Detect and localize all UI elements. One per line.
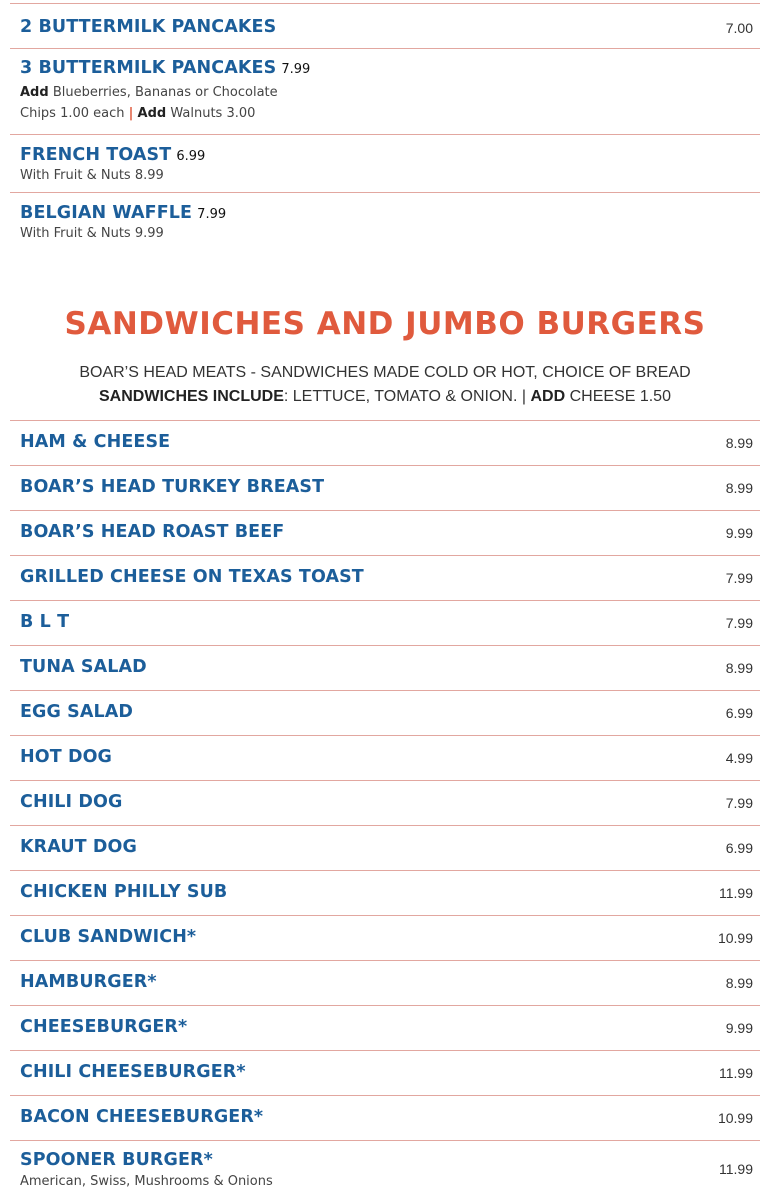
item-price: 9.99 xyxy=(725,1020,753,1036)
item-name: EGG SALAD xyxy=(20,702,134,722)
item-price: 7.99 xyxy=(725,570,753,586)
section-title: SANDWICHES AND JUMBO BURGERS xyxy=(64,306,706,342)
item-price: 11.99 xyxy=(719,885,753,901)
menu-item-row xyxy=(10,600,760,645)
item-description: With Fruit & Nuts 8.99 xyxy=(20,168,164,183)
item-price: 7.99 xyxy=(281,62,311,77)
menu-item-row xyxy=(10,1050,760,1095)
includes-text: : LETTUCE, TOMATO & ONION. | xyxy=(283,388,527,405)
item-name: CHEESEBURGER* xyxy=(20,1017,188,1037)
item-name: KRAUT DOG xyxy=(20,837,137,857)
item-price: 7.99 xyxy=(197,207,227,222)
menu-item-row xyxy=(10,465,760,510)
menu-item-row xyxy=(10,960,760,1005)
item-name: GRILLED CHEESE ON TEXAS TOAST xyxy=(20,567,364,587)
item-name: CHICKEN PHILLY SUB xyxy=(20,882,228,902)
add-options-text: Walnuts 3.00 xyxy=(170,106,256,121)
menu-item-row xyxy=(10,1005,760,1050)
separator: | xyxy=(128,106,134,121)
item-name: CHILI CHEESEBURGER* xyxy=(20,1062,246,1082)
add-label: Add xyxy=(137,106,167,121)
menu-item-row xyxy=(10,825,760,870)
item-description xyxy=(20,82,278,124)
menu-item-row xyxy=(10,1140,760,1195)
item-name: 3 BUTTERMILK PANCAKES xyxy=(20,58,277,78)
add-label: Add xyxy=(20,85,49,100)
menu-item-row xyxy=(10,510,760,555)
menu-item-row xyxy=(10,420,760,465)
item-name: BELGIAN WAFFLE xyxy=(20,203,193,223)
item-price: 11.99 xyxy=(719,1065,753,1081)
menu-item-row xyxy=(10,48,760,134)
add-options-text: Chips 1.00 each xyxy=(20,106,125,121)
item-description: With Fruit & Nuts 9.99 xyxy=(20,226,164,241)
item-price: 8.99 xyxy=(725,975,753,991)
item-price: 8.99 xyxy=(725,480,753,496)
item-name: TUNA SALAD xyxy=(20,657,147,677)
add-cheese-text: CHEESE 1.50 xyxy=(569,388,671,405)
item-price: 6.99 xyxy=(725,840,753,856)
item-description: American, Swiss, Mushrooms & Onions xyxy=(20,1174,273,1189)
add-options-text: Blueberries, Bananas or Chocolate xyxy=(52,85,278,100)
item-name: FRENCH TOAST xyxy=(20,145,172,165)
item-name: SPOONER BURGER* xyxy=(20,1150,213,1170)
item-name: HAM & CHEESE xyxy=(20,432,171,452)
includes-label: SANDWICHES INCLUDE xyxy=(99,388,284,405)
menu-item-row xyxy=(10,555,760,600)
menu-item-row xyxy=(10,3,760,48)
menu-item-row xyxy=(10,690,760,735)
add-label: ADD xyxy=(530,388,566,405)
menu-item-row xyxy=(10,870,760,915)
item-name: CHILI DOG xyxy=(20,792,123,812)
item-price: 4.99 xyxy=(725,750,753,766)
item-name: BOAR’S HEAD ROAST BEEF xyxy=(20,522,285,542)
menu-item-row xyxy=(10,735,760,780)
item-name: B L T xyxy=(20,612,70,632)
menu-item-row xyxy=(10,915,760,960)
item-price: 10.99 xyxy=(717,930,753,946)
section-subtitle: BOAR’S HEAD MEATS - SANDWICHES MADE COLD OR HOT, CHOICE OF BREAD xyxy=(79,364,691,381)
section-subtitle-includes xyxy=(0,388,770,406)
item-name: HOT DOG xyxy=(20,747,113,767)
item-name: CLUB SANDWICH* xyxy=(20,927,197,947)
menu-item-row xyxy=(10,134,760,192)
item-name: BACON CHEESEBURGER* xyxy=(20,1107,264,1127)
item-name: 2 BUTTERMILK PANCAKES xyxy=(20,17,277,37)
item-name: BOAR’S HEAD TURKEY BREAST xyxy=(20,477,325,497)
item-price: 7.00 xyxy=(725,20,753,36)
item-price: 10.99 xyxy=(717,1110,753,1126)
menu-item-row xyxy=(10,192,760,252)
menu-item-row xyxy=(10,780,760,825)
menu-item-row xyxy=(10,645,760,690)
item-price: 6.99 xyxy=(176,149,206,164)
item-price: 8.99 xyxy=(725,660,753,676)
item-name: HAMBURGER* xyxy=(20,972,157,992)
item-price: 11.99 xyxy=(719,1161,753,1177)
menu-item-row xyxy=(10,1095,760,1140)
item-price: 7.99 xyxy=(725,615,753,631)
item-price: 6.99 xyxy=(725,705,753,721)
item-price: 8.99 xyxy=(725,435,753,451)
item-price: 9.99 xyxy=(725,525,753,541)
item-price: 7.99 xyxy=(725,795,753,811)
